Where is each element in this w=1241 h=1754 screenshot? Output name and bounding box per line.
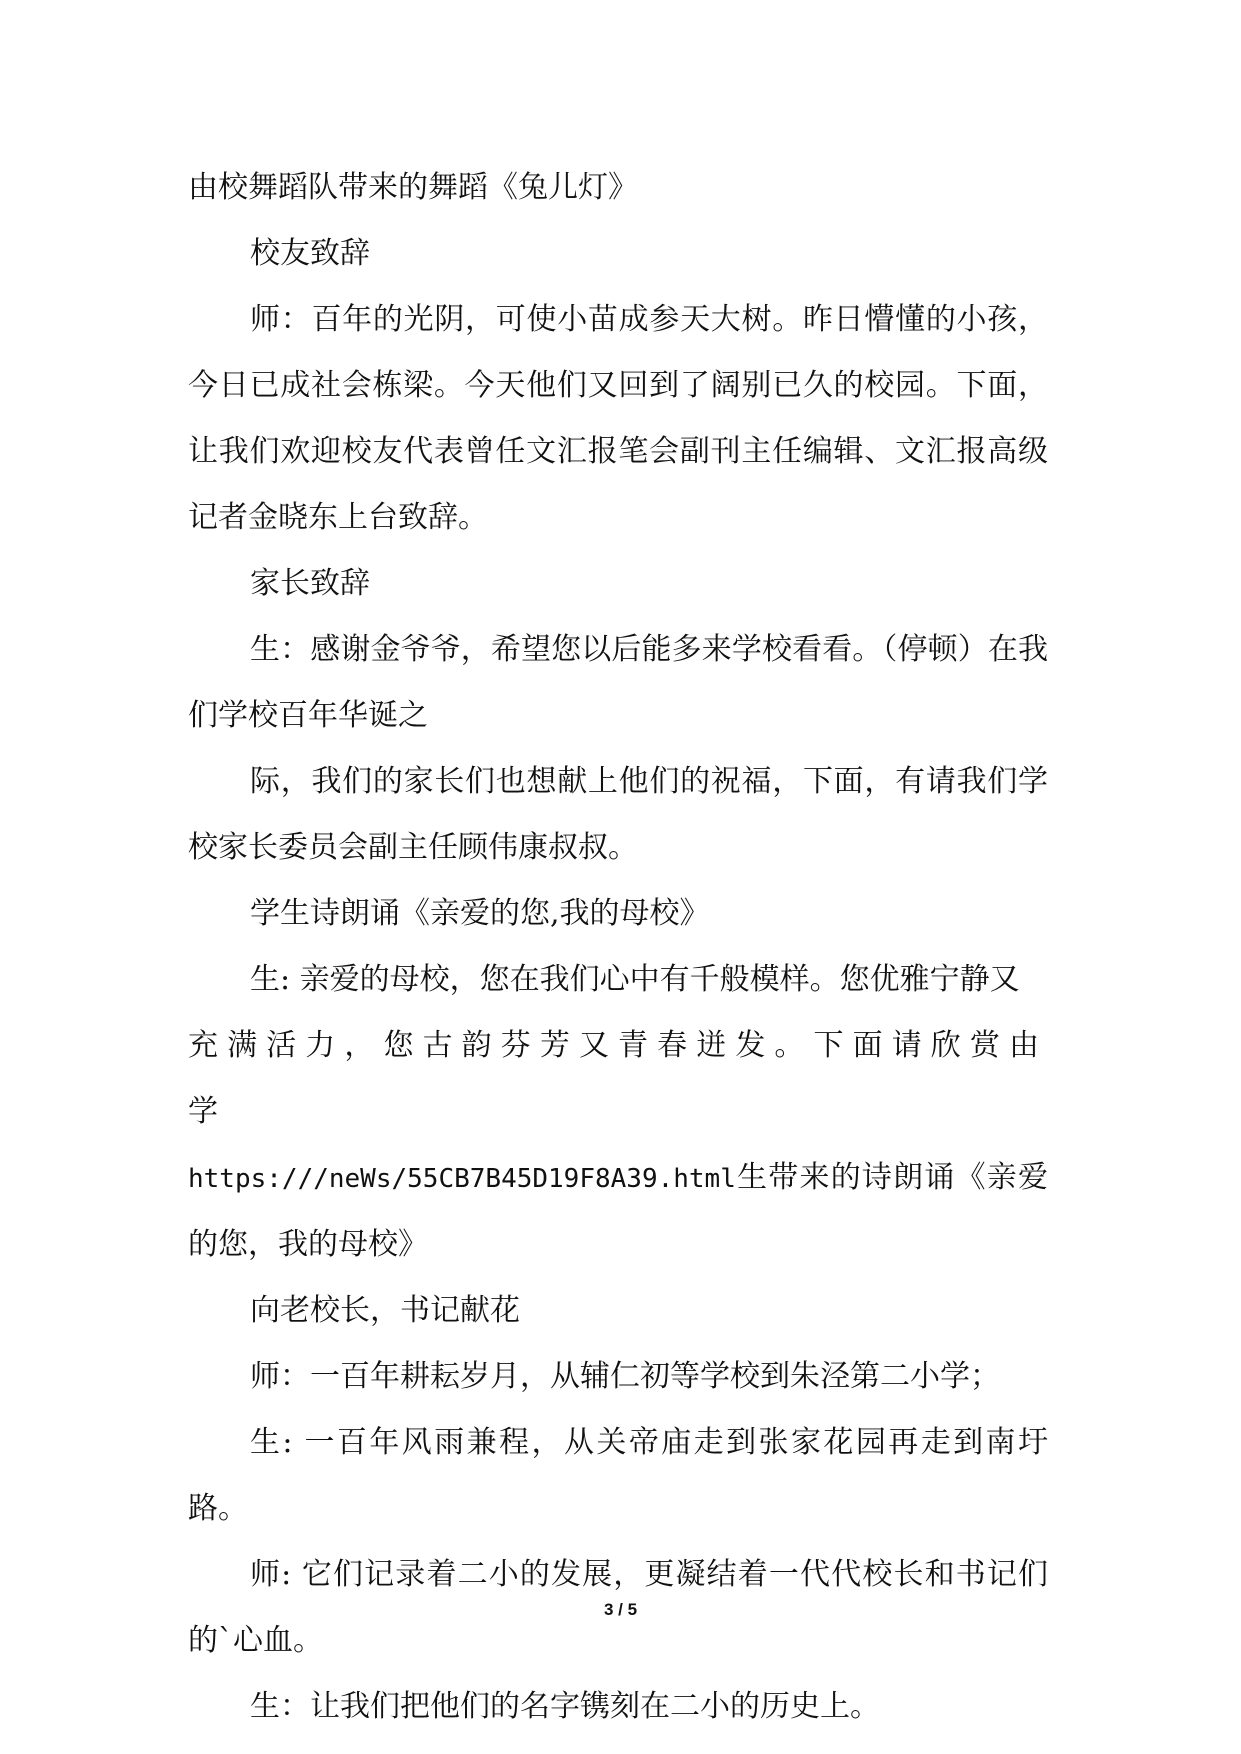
paragraph-with-url	[188, 1145, 1048, 1278]
paragraph: 师：百年的光阴，可使小苗成参天大树。昨日懵懂的小孩，今日已成社会栋梁。今天他们又回到了阔别已久的校园。下面，让我们欢迎校友代表曾任文汇报笔会副刊主任编辑、文汇报高级记者金晓东上台致辞。	[188, 302, 1048, 535]
paragraph: 充满活力，您古韵芬芳又青春迸发。下面请欣赏由学	[188, 1028, 1048, 1129]
section-heading-parent-speech: 家长致辞	[250, 566, 370, 601]
paragraph: 生: 亲爱的母校，您在我们心中有千般模样。您优雅宁静又	[250, 962, 1020, 997]
page-number: 3 / 5	[603, 1600, 638, 1619]
paragraph: 由校舞蹈队带来的舞蹈《兔儿灯》	[188, 170, 638, 205]
paragraph-tail: 生带来的诗朗诵《亲爱的您，我的母校》	[188, 1160, 1048, 1262]
paragraph: 生：感谢金爷爷，希望您以后能多来学校看看。（停顿）在我们学校百年华诞之	[188, 632, 1048, 733]
section-heading-alumni-speech: 校友致辞	[250, 236, 370, 271]
section-heading-poem-recital: 学生诗朗诵《亲爱的您,我的母校》	[250, 896, 710, 931]
paragraph: 师: 它们记录着二小的发展，更凝结着一代代校长和书记们的`心血。	[188, 1557, 1048, 1658]
paragraph: 师：一百年耕耘岁月，从辅仁初等学校到朱泾第二小学；	[250, 1359, 1000, 1394]
paragraph: 际，我们的家长们也想献上他们的祝福，下面，有请我们学校家长委员会副主任顾伟康叔叔。	[188, 764, 1048, 865]
paragraph: 生: 一百年风雨兼程，从关帝庙走到张家花园再走到南圩路。	[188, 1425, 1048, 1526]
url-text: https:///neWs/55CB7B45D19F8A39.html	[188, 1164, 736, 1194]
document-body	[188, 155, 1048, 1740]
paragraph: 生：让我们把他们的名字镌刻在二小的历史上。	[250, 1689, 880, 1724]
section-heading-flower-presentation: 向老校长，书记献花	[250, 1293, 520, 1328]
